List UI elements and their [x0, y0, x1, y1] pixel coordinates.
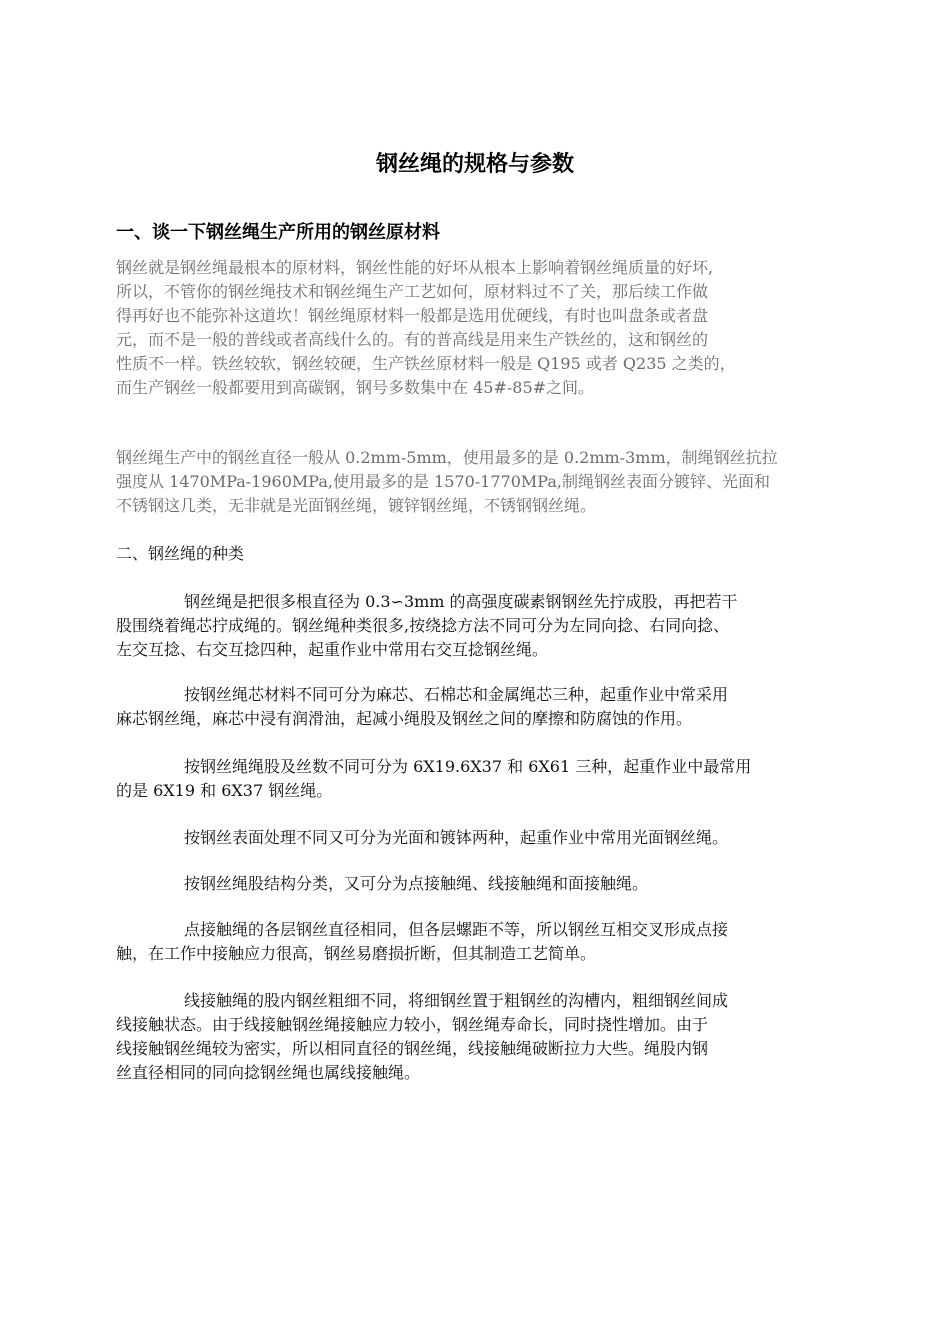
text-line: 钢丝绳生产中的钢丝直径一般从 0.2mm-5mm，使用最多的是 0.2mm-3mm，制绳钢丝抗拉 [116, 448, 778, 467]
paragraph-point-contact [116, 918, 846, 966]
paragraph-core-material [116, 683, 846, 731]
paragraph-strand-count [116, 755, 846, 803]
text-line: 按钢丝绳股结构分类，又可分为点接触绳、线接触绳和面接触绳。 [184, 874, 649, 893]
text-line: 而生产钢丝一般都要用到高碳钢，钢号多数集中在 45#-85#之间。 [116, 378, 595, 397]
text-line: 按钢丝绳绳股及丝数不同可分为 6X19.6X37 和 6X61 三种，起重作业中最常用 [184, 757, 752, 776]
text-line: 触，在工作中接触应力很高，钢丝易磨损折断，但其制造工艺简单。 [116, 944, 597, 963]
paragraph-raw-material [116, 256, 846, 400]
page-title: 钢丝绳的规格与参数 [375, 152, 574, 177]
text-line: 不锈钢这几类，无非就是光面钢丝绳，镀锌钢丝绳，不锈钢钢丝绳。 [116, 496, 597, 515]
text-line: 点接触绳的各层钢丝直径相同，但各层螺距不等，所以钢丝互相交叉形成点接 [184, 920, 729, 939]
text-line: 所以，不管你的钢丝绳技术和钢丝绳生产工艺如何，原材料过不了关，那后续工作做 [116, 282, 709, 301]
text-line: 按钢丝绳芯材料不同可分为麻芯、石棉芯和金属绳芯三种，起重作业中常采用 [184, 685, 729, 704]
paragraph-strand-structure [116, 872, 846, 896]
text-line: 钢丝就是钢丝绳最根本的原材料，钢丝性能的好坏从根本上影响着钢丝绳质量的好坏, [116, 258, 714, 277]
text-line: 元，而不是一般的普线或者高线什么的。有的普高线是用来生产铁丝的，这和钢丝的 [116, 330, 709, 349]
text-line: 按钢丝表面处理不同又可分为光面和镀钵两种，起重作业中常用光面钢丝绳。 [184, 828, 729, 847]
paragraph-wire-diameter [116, 446, 846, 518]
text-line: 线接触钢丝绳较为密实，所以相同直径的钢丝绳，线接触绳破断拉力大些。绳股内钢 [116, 1039, 709, 1058]
section-heading-raw-material: 一、谈一下钢丝绳生产所用的钢丝原材料 [116, 222, 440, 243]
text-line: 强度从 1470MPa-1960MPa,使用最多的是 1570-1770MPa,制绳钢丝表面分镀锌、光面和 [116, 472, 770, 491]
text-line: 得再好也不能弥补这道坎！钢丝绳原材料一般都是选用优硬线，有时也叫盘条或者盘 [116, 306, 709, 325]
text-line: 的是 6X19 和 6X37 钢丝绳。 [116, 781, 333, 800]
paragraph-line-contact [116, 989, 846, 1085]
text-line: 麻芯钢丝绳，麻芯中浸有润滑油，起减小绳股及钢丝之间的摩擦和防腐蚀的作用。 [116, 709, 693, 728]
section-heading-rope-types: 二、钢丝绳的种类 [116, 544, 245, 563]
text-line: 丝直径相同的同向捻钢丝绳也属线接触绳。 [116, 1063, 421, 1082]
text-line: 性质不一样。铁丝较软，钢丝较硬，生产铁丝原材料一般是 Q195 或者 Q235 之类的， [116, 354, 736, 373]
text-line: 线接触绳的股内钢丝粗细不同，将细钢丝置于粗钢丝的沟槽内，粗细钢丝间成 [184, 991, 729, 1010]
text-line: 左交互捻、右交互捻四种，起重作业中常用右交互捻钢丝绳。 [116, 640, 549, 659]
text-line: 钢丝绳是把很多根直径为 0.3∽3mm 的高强度碳素钢钢丝先拧成股，再把若干 [184, 592, 738, 611]
paragraph-surface-treatment [116, 826, 846, 850]
paragraph-rope-structure [116, 590, 846, 662]
text-line: 股围绕着绳芯拧成绳的。钢丝绳种类很多,按绕捻方法不同可分为左同向捻、右同向捻、 [116, 616, 730, 635]
text-line: 线接触状态。由于线接触钢丝绳接触应力较小，钢丝绳寿命长，同时挠性增加。由于 [116, 1015, 709, 1034]
